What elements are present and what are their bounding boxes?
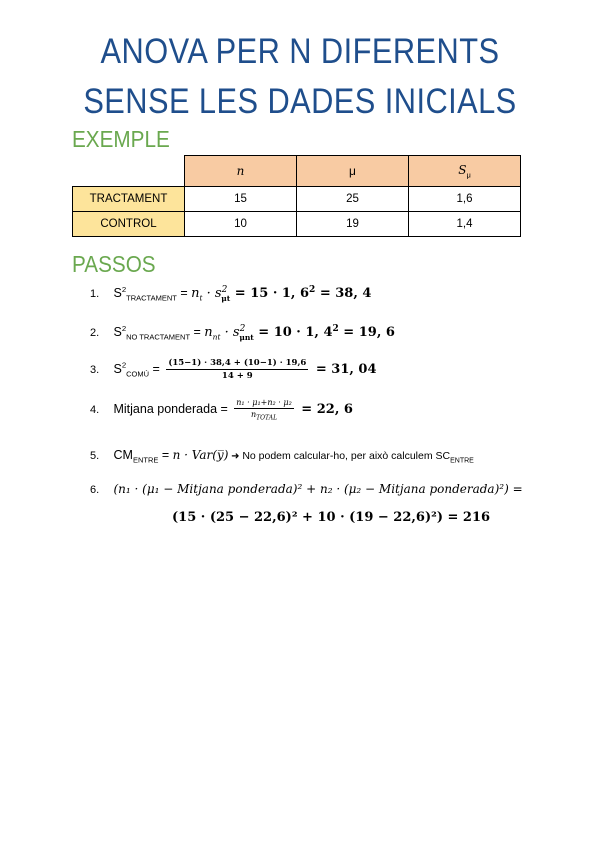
step-number: 1. <box>90 288 100 301</box>
formula-dot: · <box>220 325 233 341</box>
step-2 <box>90 324 395 342</box>
cell-s: 1,6 <box>409 187 521 212</box>
fraction <box>234 398 294 422</box>
step-5 <box>90 448 474 465</box>
formula-ssup: 2 <box>221 285 228 295</box>
formula-rhs-sup: 2 <box>332 324 339 334</box>
fraction-numerator: n₁ · μ₁+n₂ · μ₂ <box>236 398 292 407</box>
step-3 <box>90 358 377 381</box>
formula-line-1: (n₁ · (μ₁ − Mitjana ponderada)² + n₂ · (μ₂ − Mitjana ponderada)²) = <box>113 482 523 496</box>
formula-n: n <box>204 325 213 341</box>
formula-nsub: nt <box>212 332 221 342</box>
table-row <box>73 212 521 237</box>
formula-line-2: (15 · (25 − 22,6)² + 10 · (19 − 22,6)²) = 216 <box>172 510 491 525</box>
step-number: 3. <box>90 363 100 376</box>
step-number: 2. <box>90 327 100 340</box>
formula-sub: NO TRACTAMENT <box>126 332 191 342</box>
table-corner-cell <box>73 156 185 187</box>
formula-s: s <box>214 286 222 302</box>
cell-n: 15 <box>185 187 297 212</box>
formula-result: = 22, 6 <box>296 402 353 418</box>
formula-expr: n · Var(y̅) <box>172 448 229 462</box>
row-label: CONTROL <box>73 212 185 237</box>
formula-rhs: = 10 · 1, 4 <box>253 325 333 341</box>
section-heading-passos: PASSOS <box>72 251 156 277</box>
formula-sup: 2 <box>121 360 127 370</box>
formula-eq: = <box>190 325 205 340</box>
formula-rhs-sup: 2 <box>309 285 316 295</box>
fraction-denominator: 14 + 9 <box>221 371 253 381</box>
column-header-n: n <box>185 156 297 187</box>
formula-sub: ENTRE <box>132 455 159 465</box>
formula-dot: · <box>202 286 215 302</box>
step-label: Mitjana ponderada = <box>113 402 232 417</box>
step-1 <box>90 285 371 303</box>
formula-sub: TRACTAMENT <box>126 293 177 303</box>
section-heading-exemple: EXEMPLE <box>72 126 170 152</box>
column-header-s: $S_\mu$ <box>409 156 521 187</box>
cell-mu: 25 <box>297 187 409 212</box>
step-4 <box>90 398 353 422</box>
fraction-numerator: (15−1) · 38,4 + (10−1) · 19,6 <box>168 358 307 368</box>
table-row <box>73 187 521 212</box>
cell-n: 10 <box>185 212 297 237</box>
formula-ssup: 2 <box>239 324 246 334</box>
step-6-line-2 <box>172 510 490 525</box>
step-number: 6. <box>90 484 100 496</box>
step-note-sub: ENTRE <box>450 457 474 465</box>
formula-n: n <box>191 286 200 302</box>
step-note: No podem calcular-ho, per això calculem SC <box>242 450 451 462</box>
formula-symbol: CM <box>113 448 133 462</box>
formula-ssub: μt <box>221 293 231 303</box>
formula-sup: 2 <box>121 285 127 294</box>
formula-s: s <box>232 325 240 341</box>
formula-symbol: S <box>113 286 122 301</box>
formula-result: = 31, 04 <box>311 361 377 377</box>
page-title-line-1: ANOVA PER N DIFERENTS <box>100 32 500 71</box>
page-title-line-2: SENSE LES DADES INICIALS <box>83 82 517 121</box>
fraction-denominator-sub: TOTAL <box>256 414 278 422</box>
arrow-icon: ➜ <box>228 451 243 462</box>
formula-nsub: t <box>199 293 203 303</box>
formula-symbol: S <box>113 361 122 376</box>
formula-result: = 19, 6 <box>338 325 395 341</box>
formula-ssub: μnt <box>239 332 254 342</box>
formula-eq: = <box>158 448 173 462</box>
formula-result: = 38, 4 <box>315 286 372 302</box>
row-label: TRACTAMENT <box>73 187 185 212</box>
formula-symbol: S <box>113 325 122 340</box>
column-header-mu: μ <box>297 156 409 187</box>
fraction <box>166 358 308 381</box>
step-6 <box>90 482 523 496</box>
formula-eq: = <box>149 361 164 376</box>
cell-s: 1,4 <box>409 212 521 237</box>
formula-rhs: = 15 · 1, 6 <box>230 286 310 302</box>
formula-sub: COMÚ <box>126 369 150 379</box>
cell-mu: 19 <box>297 212 409 237</box>
step-number: 4. <box>90 404 100 417</box>
fraction-denominator: n <box>250 410 257 419</box>
formula-eq: = <box>176 286 192 301</box>
table-header-row <box>73 156 521 187</box>
formula-sup: 2 <box>121 324 127 333</box>
example-table <box>72 155 521 237</box>
step-number: 5. <box>90 450 100 462</box>
